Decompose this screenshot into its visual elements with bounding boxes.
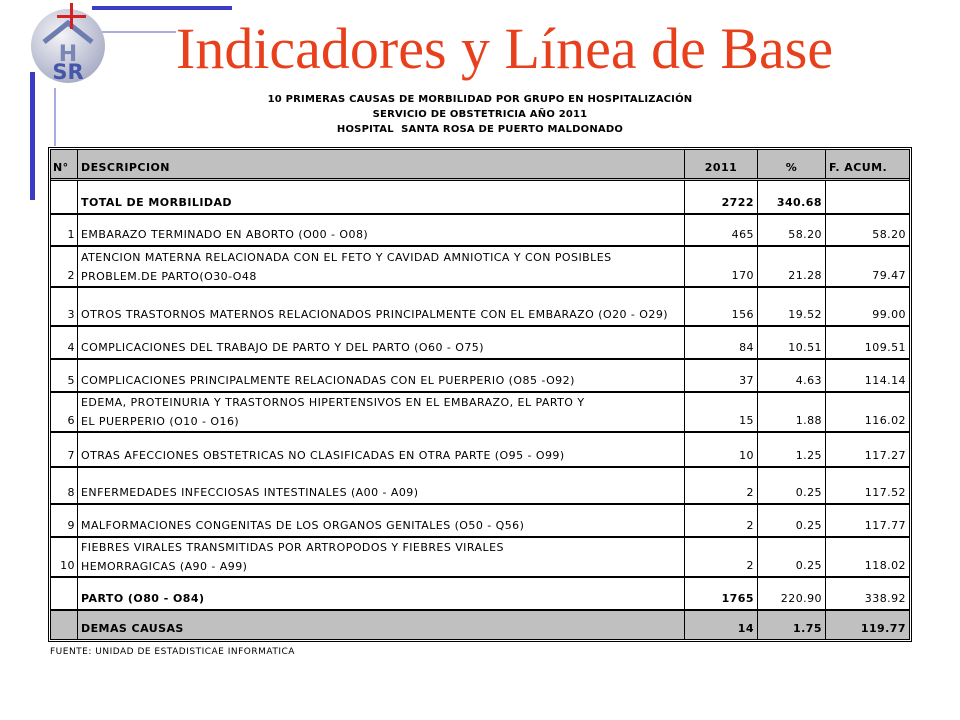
- column-header-cumulative: F. ACUM.: [829, 161, 888, 174]
- row-percent: 1.88: [758, 393, 826, 431]
- row-count-2011: 170: [685, 247, 758, 286]
- column-header-number: N°: [51, 150, 78, 178]
- column-header-description: [78, 150, 685, 178]
- row-description: [78, 215, 685, 245]
- caption-line-1: 10 PRIMERAS CAUSAS DE MORBILIDAD POR GRUPO EN HOSPITALIZACIÓN: [267, 94, 693, 105]
- row-count-2011: 2: [685, 505, 758, 536]
- row-description: [78, 247, 685, 286]
- row-number: 5: [51, 360, 78, 391]
- row-description-line: COMPLICACIONES PRINCIPALMENTE RELACIONADAS CON EL PUERPERIO (O85 -O92): [81, 374, 575, 387]
- decor-line-top-thin: [102, 31, 176, 33]
- row-count-2011: 2: [685, 468, 758, 503]
- row-description: [78, 393, 685, 431]
- decor-line-vertical-thin: [54, 88, 56, 146]
- hospital-logo: [31, 3, 105, 84]
- row-number: 6: [51, 393, 78, 431]
- row-percent: 4.63: [758, 360, 826, 391]
- row-number: 7: [51, 433, 78, 466]
- row-description: [78, 433, 685, 466]
- row-percent: 58.20: [758, 215, 826, 245]
- row-description: [78, 288, 685, 325]
- row-percent: 0.25: [758, 505, 826, 536]
- row-cumulative-percent: 118.02: [864, 559, 906, 572]
- row-description-line: EL PUERPERIO (O10 - O16): [81, 415, 240, 428]
- table-row: [51, 247, 909, 288]
- table-row: [51, 288, 909, 327]
- row-description: [78, 468, 685, 503]
- row-number: 4: [51, 327, 78, 358]
- row-count-2011: 156: [685, 288, 758, 325]
- row-percent: 19.52: [758, 288, 826, 325]
- row-description-line: HEMORRAGICAS (A90 - A99): [81, 560, 248, 573]
- decor-line-vertical-thick: [30, 72, 35, 200]
- row-cumulative-percent: [826, 181, 909, 213]
- row-count-2011: 1765: [685, 578, 758, 609]
- logo-letter-h: H: [58, 42, 78, 67]
- row-number: 2: [51, 247, 78, 286]
- row-description-line: FIEBRES VIRALES TRANSMITIDAS POR ARTROPODOS Y FIEBRES VIRALES: [81, 541, 504, 554]
- row-description: [78, 327, 685, 358]
- row-description-line: OTRAS AFECCIONES OBSTETRICAS NO CLASIFICADAS EN OTRA PARTE (O95 - O99): [81, 449, 565, 462]
- row-cumulative-percent: 117.77: [864, 519, 906, 532]
- parto-row: [51, 578, 909, 611]
- row-description: [78, 505, 685, 536]
- row-description-line: EDEMA, PROTEINURIA Y TRASTORNOS HIPERTENSIVOS EN EL EMBARAZO, EL PARTO Y: [81, 396, 585, 409]
- row-description-line: TOTAL DE MORBILIDAD: [81, 196, 233, 209]
- logo-letters-sr: SR: [52, 60, 84, 84]
- row-count-2011: 10: [685, 433, 758, 466]
- caption-line-3: HOSPITAL SANTA ROSA DE PUERTO MALDONADO: [336, 124, 624, 135]
- slide-title: Indicadores y Línea de Base: [176, 16, 834, 81]
- row-number: [51, 611, 78, 639]
- row-description: [78, 578, 685, 609]
- row-percent: 21.28: [758, 247, 826, 286]
- table-row: [51, 215, 909, 247]
- row-percent: 1.75: [758, 611, 826, 639]
- row-description-line: COMPLICACIONES DEL TRABAJO DE PARTO Y DEL PARTO (O60 - O75): [81, 341, 484, 354]
- row-description-line: PROBLEM.DE PARTO(O30-O48: [81, 270, 257, 283]
- row-count-2011: 15: [685, 393, 758, 431]
- row-number: 10: [51, 538, 78, 576]
- row-cumulative-percent: 116.02: [864, 414, 906, 427]
- row-cumulative-percent: 117.27: [864, 449, 906, 462]
- row-count-2011: 84: [685, 327, 758, 358]
- table-row: [51, 468, 909, 505]
- row-description-line: EMBARAZO TERMINADO EN ABORTO (O00 - O08): [81, 228, 369, 241]
- other-causes-row: [51, 611, 909, 639]
- column-header-description-label: DESCRIPCION: [81, 161, 170, 174]
- row-number: [51, 181, 78, 213]
- table-row: [51, 538, 909, 578]
- row-description: [78, 181, 685, 213]
- row-description-line: ENFERMEDADES INFECCIOSAS INTESTINALES (A00 - A09): [81, 486, 419, 499]
- row-number: 9: [51, 505, 78, 536]
- row-description-line: OTROS TRASTORNOS MATERNOS RELACIONADOS PRINCIPALMENTE CON EL EMBARAZO (O20 - O29): [81, 308, 669, 321]
- row-description: [78, 360, 685, 391]
- red-cross-bar: [57, 15, 86, 18]
- row-number: 8: [51, 468, 78, 503]
- row-description-line: PARTO (O80 - O84): [81, 592, 205, 605]
- row-percent: 340.68: [758, 181, 826, 213]
- row-number: [51, 578, 78, 609]
- table-row: [51, 505, 909, 538]
- row-cumulative-percent: 119.77: [860, 622, 906, 635]
- row-description-line: MALFORMACIONES CONGENITAS DE LOS ORGANOS GENITALES (O50 - Q56): [81, 519, 525, 532]
- row-description: [78, 538, 685, 576]
- morbidity-table: [48, 147, 912, 642]
- table-row: [51, 433, 909, 468]
- table-row: [51, 327, 909, 360]
- row-count-2011: 14: [685, 611, 758, 639]
- row-cumulative-percent: 109.51: [864, 341, 906, 354]
- caption-line-2: SERVICIO DE OBSTETRICIA AÑO 2011: [372, 109, 588, 120]
- row-count-2011: 37: [685, 360, 758, 391]
- source-note: FUENTE: UNIDAD DE ESTADISTICAE INFORMATICA: [50, 647, 295, 657]
- row-cumulative-percent: 79.47: [872, 269, 906, 282]
- table-caption: [180, 92, 780, 137]
- row-percent: 1.25: [758, 433, 826, 466]
- row-cumulative-percent: 114.14: [864, 374, 906, 387]
- row-description: [78, 611, 685, 639]
- column-header-2011: 2011: [685, 150, 758, 178]
- row-number: 3: [51, 288, 78, 325]
- column-header-percent: %: [758, 150, 826, 178]
- row-percent: 220.90: [758, 578, 826, 609]
- total-row: [51, 181, 909, 215]
- row-percent: 0.25: [758, 538, 826, 576]
- row-cumulative-percent: 338.92: [864, 592, 906, 605]
- row-count-2011: 465: [685, 215, 758, 245]
- row-percent: 0.25: [758, 468, 826, 503]
- row-cumulative-percent: 58.20: [872, 228, 906, 241]
- table-row: [51, 393, 909, 433]
- row-cumulative-percent: 99.00: [872, 308, 906, 321]
- row-cumulative-percent: 117.52: [864, 486, 906, 499]
- row-description-line: DEMAS CAUSAS: [81, 622, 184, 635]
- table-row: [51, 360, 909, 393]
- row-count-2011: 2: [685, 538, 758, 576]
- row-count-2011: 2722: [685, 181, 758, 213]
- row-number: 1: [51, 215, 78, 245]
- row-percent: 10.51: [758, 327, 826, 358]
- row-description-line: ATENCION MATERNA RELACIONADA CON EL FETO Y CAVIDAD AMNIOTICA Y CON POSIBLES: [81, 251, 612, 264]
- table-header-row: [51, 150, 909, 181]
- decor-line-top-thick: [92, 6, 232, 10]
